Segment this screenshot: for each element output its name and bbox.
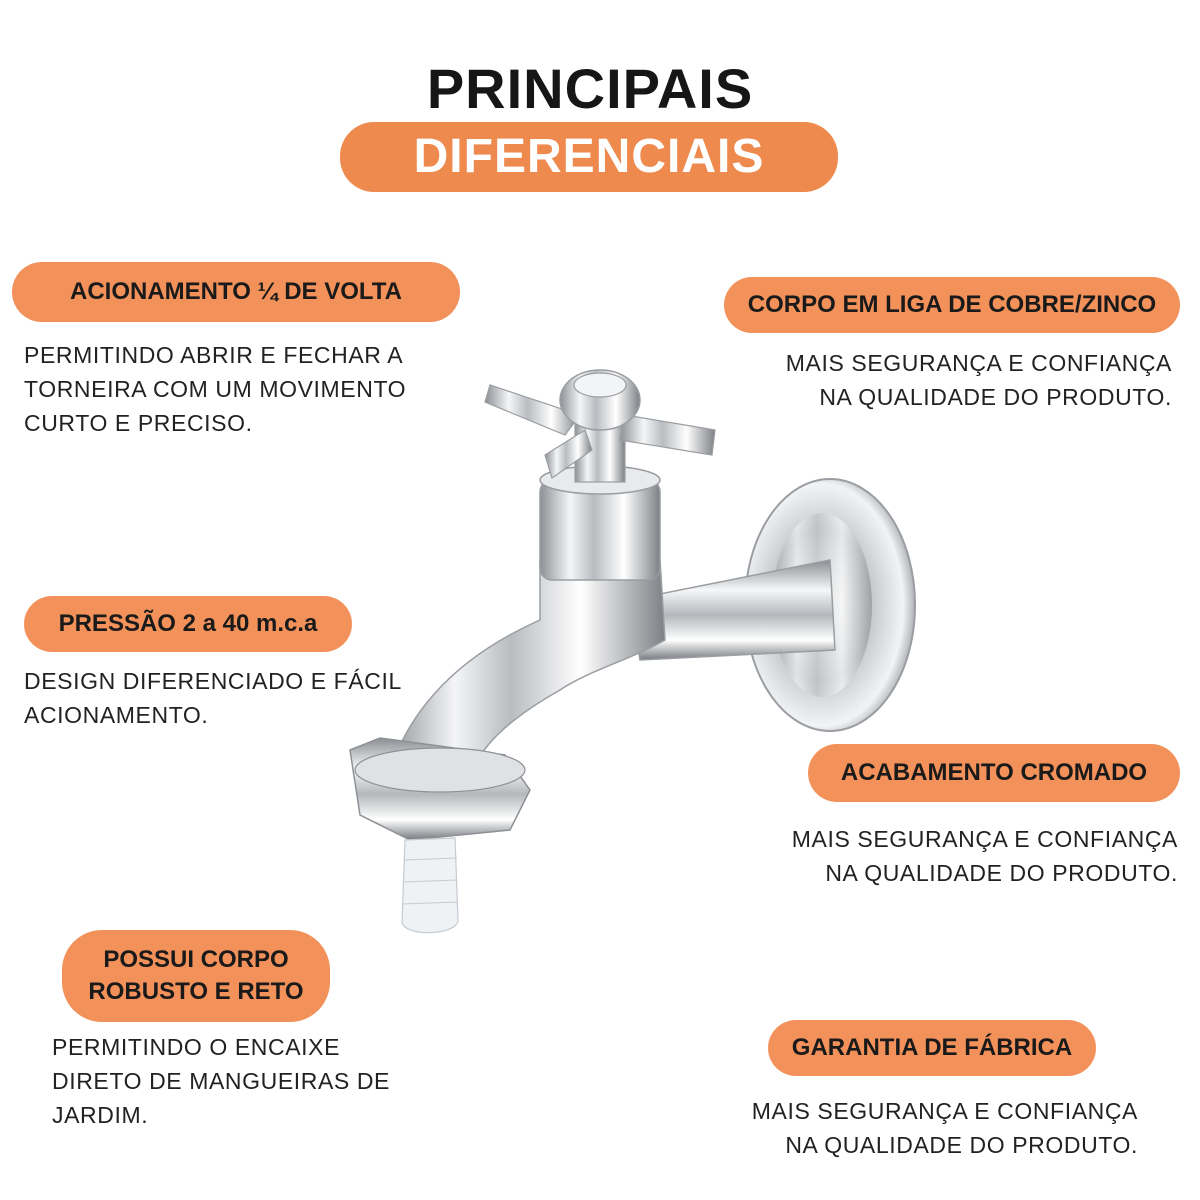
feature-desc-copper-zinc-body: MAIS SEGURANÇA E CONFIANÇA NA QUALIDADE DO PRODUTO. — [785, 350, 1172, 410]
feature-badge-chrome-finish: ACABAMENTO CROMADO — [808, 744, 1180, 802]
page-subtitle: DIFERENCIAIS — [413, 130, 765, 183]
feature-badge-robust-body: POSSUI CORPO ROBUSTO E RETO — [62, 930, 330, 1022]
feature-badge-quarter-turn: ACIONAMENTO ¼ DE VOLTA — [12, 262, 460, 322]
feature-badge-pressure: PRESSÃO 2 a 40 m.c.a — [24, 596, 352, 652]
feature-desc-pressure: DESIGN DIFERENCIADO E FÁCIL ACIONAMENTO. — [24, 668, 402, 728]
garden-faucet-icon — [330, 360, 930, 960]
feature-badge-copper-zinc-body: CORPO EM LIGA DE COBRE/ZINCO — [724, 277, 1180, 333]
subtitle-banner — [340, 122, 838, 192]
feature-badge-factory-warranty: GARANTIA DE FÁBRICA — [768, 1020, 1096, 1076]
feature-desc-quarter-turn: PERMITINDO ABRIR E FECHAR A TORNEIRA COM UM MOVIMENTO CURTO E PRECISO. — [24, 342, 407, 436]
page-title: PRINCIPAIS — [426, 57, 754, 120]
feature-desc-chrome-finish: MAIS SEGURANÇA E CONFIANÇA NA QUALIDADE DO PRODUTO. — [791, 826, 1178, 886]
feature-desc-factory-warranty: MAIS SEGURANÇA E CONFIANÇA NA QUALIDADE DO PRODUTO. — [751, 1098, 1138, 1158]
feature-desc-robust-body: PERMITINDO O ENCAIXE DIRETO DE MANGUEIRAS DE JARDIM. — [52, 1034, 390, 1128]
